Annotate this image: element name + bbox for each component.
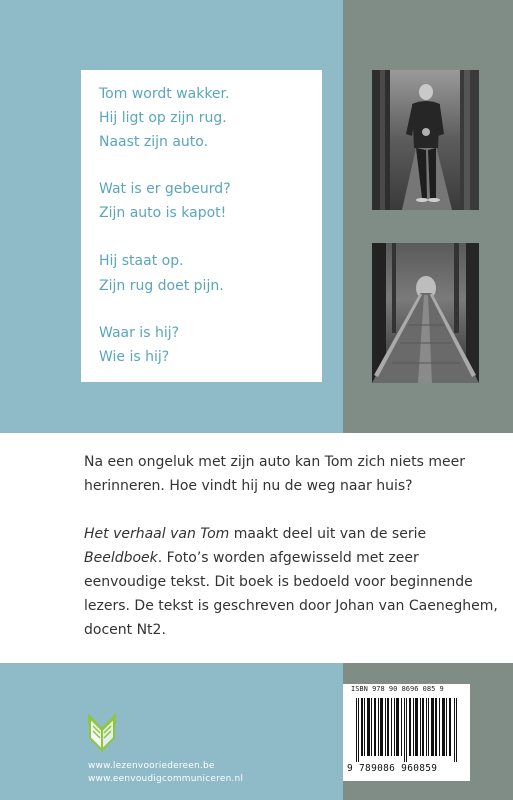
publisher-logo-icon [87,712,117,756]
url-eenvoudigcommuniceren[interactable]: www.eenvoudigcommuniceren.nl [88,774,244,784]
isbn-label: ISBN 978 90 8696 085 9 [351,685,444,693]
poem-line: Tom wordt wakker. [99,86,230,102]
blurb-text-segment: . Foto’s worden afgewisseld met zeer eenvoudige tekst. Dit boek is bedoeld voor beginnende lezers. De tekst is geschreven door Johan van Caeneghem, docent Nt2. [84,550,498,638]
blurb-text [84,522,504,642]
series-name: Beeldboek [84,550,158,566]
url-lezenvooriedereen[interactable]: www.lezenvooriedereen.be [88,761,215,771]
blurb-paragraph-2 [84,522,504,642]
poem-line: Naast zijn auto. [99,134,209,150]
poem-line: Hij staat op. [99,253,184,269]
blurb-text: Na een ongeluk met zijn auto kan Tom zich niets meer herinneren. Hoe vindt hij nu de weg naar huis? [84,454,465,494]
blurb-paragraph-1 [84,450,504,498]
book-title: Het verhaal van Tom [84,526,230,542]
blurb-text-segment: maakt deel uit van de serie [229,526,427,542]
poem-line: Zijn auto is kapot! [99,205,227,221]
poem-line: Zijn rug doet pijn. [99,278,224,294]
poem-line: Wie is hij? [99,349,170,365]
barcode-digits: 9 789086 960859 [347,763,438,774]
poem-line: Wat is er gebeurd? [99,181,231,197]
photo-man-in-forest [372,70,479,210]
isbn-barcode [343,684,470,781]
barcode-bars [356,698,459,762]
poem-line: Waar is hij? [99,325,180,341]
poem-line: Hij ligt op zijn rug. [99,110,227,126]
poem-box [81,70,322,382]
photo-forest-boardwalk [372,243,479,383]
